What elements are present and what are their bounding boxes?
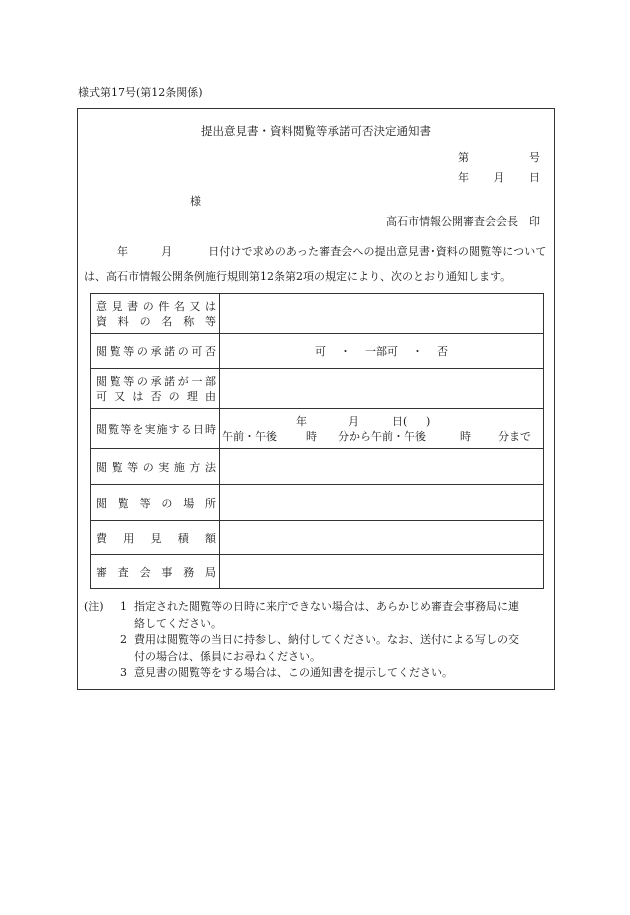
sender-name: 高石市情報公開審査会会長 印 xyxy=(386,215,540,228)
note-number: 3 xyxy=(120,666,127,679)
label-cell xyxy=(91,521,220,555)
choice-approve[interactable]: 可 xyxy=(315,345,326,358)
dt-day: 日( xyxy=(392,414,408,428)
table-row xyxy=(91,409,544,449)
dt-hour-end: 時 xyxy=(460,429,471,443)
value-cell[interactable] xyxy=(220,449,544,485)
row-label: 閲覧等の承諾の可否 xyxy=(96,345,216,358)
date-year: 年 xyxy=(458,171,469,184)
row-label-line1: 意見書の件名又は xyxy=(96,299,216,313)
table-row xyxy=(91,334,544,369)
para-month: 月 xyxy=(161,245,173,258)
document-number-line xyxy=(458,149,540,165)
label-cell xyxy=(91,555,220,589)
dt-min-start: 分から午前・午後 xyxy=(338,429,426,443)
note-text: 指定された閲覧等の日時に来庁できない場合は、あらかじめ審査会事務局に連 xyxy=(134,600,519,613)
note-item xyxy=(84,599,546,616)
label-cell xyxy=(91,294,220,334)
note-item xyxy=(84,632,546,649)
note-number: 2 xyxy=(120,633,127,646)
label-cell xyxy=(91,449,220,485)
note-text: 意見書の閲覧等をする場合は、この通知書を提示してください。 xyxy=(134,666,453,679)
row-label: 審査会事務局 xyxy=(96,565,216,579)
body-paragraph-line1 xyxy=(84,243,548,259)
dt-min-end: 分まで xyxy=(498,429,531,443)
value-cell[interactable] xyxy=(220,521,544,555)
row-label-line1: 閲覧等の承諾が一部 xyxy=(96,374,216,388)
label-cell xyxy=(91,369,220,409)
detail-table xyxy=(90,293,544,589)
number-suffix: 号 xyxy=(529,151,540,164)
row-label-line2: 可又は否の理由 xyxy=(96,389,216,403)
value-cell[interactable] xyxy=(220,485,544,521)
addressee-suffix: 様 xyxy=(190,195,201,208)
table-row xyxy=(91,521,544,555)
para-text1: 日付けで求めのあった審査会への提出意見書･資料の閲覧等について xyxy=(208,245,547,258)
date-month: 月 xyxy=(493,171,505,184)
value-cell[interactable] xyxy=(220,294,544,334)
para-year: 年 xyxy=(117,245,129,258)
table-row xyxy=(91,485,544,521)
datetime-date-line xyxy=(220,414,543,429)
note-item xyxy=(84,665,546,682)
choice-partial[interactable]: 一部可 xyxy=(365,345,398,358)
note-continuation: 絡してください。 xyxy=(134,616,222,630)
row-label-line2: 資料の名称等 xyxy=(96,314,216,328)
table-row xyxy=(91,555,544,589)
notice-form-frame xyxy=(77,108,555,690)
document-date-line xyxy=(458,169,540,185)
label-cell xyxy=(91,334,220,369)
note-number: 1 xyxy=(120,600,127,613)
label-cell xyxy=(91,485,220,521)
value-cell[interactable] xyxy=(220,369,544,409)
notes-section xyxy=(84,599,546,682)
datetime-time-line xyxy=(220,429,543,444)
form-number-label: 様式第17号(第12条関係) xyxy=(78,86,203,99)
choice-deny[interactable]: 否 xyxy=(437,345,448,358)
document-title: 提出意見書・資料閲覧等承諾可否決定通知書 xyxy=(201,124,431,138)
note-continuation: 付の場合は、係員にお尋ねください。 xyxy=(134,649,321,663)
dt-hour-start: 時 xyxy=(306,429,317,443)
row-label: 閲覧等の実施方法 xyxy=(96,460,216,474)
approval-choice-cell[interactable] xyxy=(220,334,544,369)
row-label: 閲覧等の場所 xyxy=(96,496,216,510)
choice-separator: ・ xyxy=(340,345,351,358)
table-row xyxy=(91,369,544,409)
value-cell[interactable] xyxy=(220,555,544,589)
table-row xyxy=(91,294,544,334)
notes-prefix: (注) xyxy=(84,600,104,613)
dt-month: 月 xyxy=(348,414,359,428)
dt-ampm-start: 午前・午後 xyxy=(222,429,277,443)
row-label: 費用見積額 xyxy=(96,531,216,545)
date-day: 日 xyxy=(529,171,540,184)
datetime-cell[interactable] xyxy=(220,409,544,449)
choice-separator: ・ xyxy=(412,345,423,358)
label-cell xyxy=(91,409,220,449)
note-text: 費用は閲覧等の当日に持参し、納付してください。なお、送付による写しの交 xyxy=(134,633,519,646)
number-prefix: 第 xyxy=(458,151,469,164)
dt-year: 年 xyxy=(296,414,307,428)
row-label: 閲覧等を実施する日時 xyxy=(96,422,216,436)
table-row xyxy=(91,449,544,485)
body-paragraph-line2: は、高石市情報公開条例施行規則第12条第2項の規定により、次のとおり通知します。 xyxy=(84,270,512,283)
dt-weekday-close: ) xyxy=(426,414,431,428)
